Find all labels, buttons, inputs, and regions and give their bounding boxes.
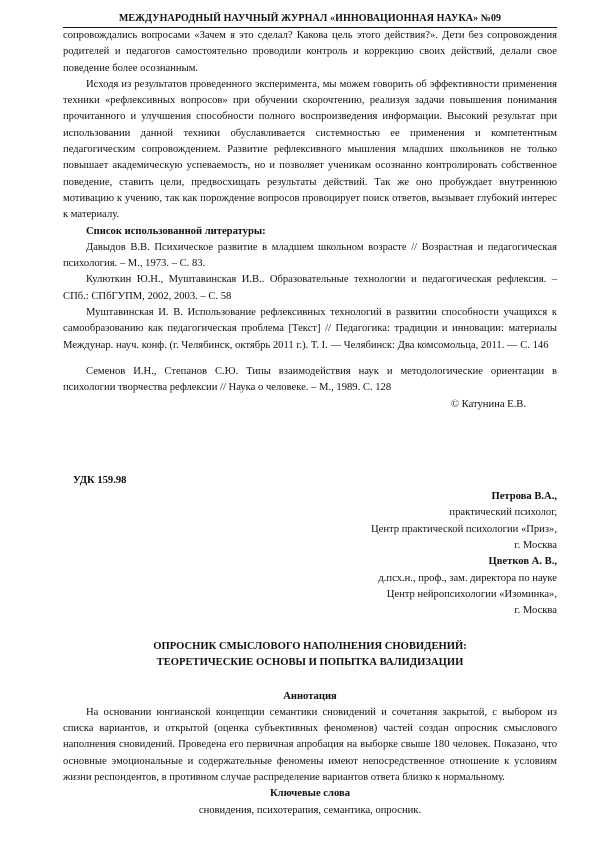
author-affiliation: Центр нейропсихологии «Изоминка», [386, 588, 557, 600]
body-paragraph: Исходя из результатов проведенного эксперимента, мы можем говорить об эффективности применения техники «рефлексивных вопросов» при обучении скорочтению, реализуя задачи повышения понимания прочитанного и улучшения способности полного воспроизведения информации. Высокий результат при использовании данной техники обуславливается системностью ее применения и компетентным педагогическим сопровождением. Развитие рефлексивного мышления младших школьников не только повышает академическую успеваемость, но и позволяет ученикам осознанно контролировать собственное поведение, ставить цели, предвосхищать результаты действий. Так же оно пробуждает внутреннюю мотивацию к учению, так как порождение вопросов провоцирует поиск ответов, вызывает глубокий интерес к материалу. [63, 78, 557, 221]
references-title: Список использованной литературы: [86, 225, 266, 237]
annotation-text: На основании юнгианской концепции семантики сновидений и сочетания закрытой, с выбором из списка вариантов, и открытой (оценка субъективных феноменов) частей создан опросник смыслового наполнения сновидений. Проведена его первичная апробация на выборке свыше 180 человек. Показано, что основные эмоциональные и содержательные феномены имеют непосредственное отношение к условиям жизни респондентов, в противном случае распределение вариантов ответа близко к нормальному. [63, 706, 557, 783]
keywords-heading: Ключевые слова [269, 788, 351, 800]
article-title-line: ОПРОСНИК СМЫСЛОВОГО НАПОЛНЕНИЯ СНОВИДЕНИЙ: [153, 640, 467, 652]
reference-item: Давыдов В.В. Психическое развитие в младшем школьном возрасте // Возрастная и педагогическая психология. – М., 1973. – С. 83. [63, 241, 557, 270]
author-city: г. Москва [514, 540, 557, 552]
author-position: д.псх.н., проф., зам. директора по науке [378, 572, 557, 584]
reference-item: Семенов И.Н., Степанов С.Ю. Типы взаимодействия наук и методологические ориентации в психологии творчества рефлексии // Наука о человеке. – М., 1989. С. 128 [63, 365, 557, 394]
author-name: Цветков А. В., [488, 556, 557, 568]
article-title [63, 639, 557, 671]
reference-item: Кулюткин Ю.Н., Муштавинская И.В.. Образовательные технологии и педагогическая рефлексия. – СПб.: СПбГУПМ, 2002, 2003. – С. 58 [63, 274, 557, 302]
author-name: Петрова В.А., [491, 491, 557, 503]
copyright-signature: © Катунина Е.В. [450, 398, 526, 410]
author-block [63, 489, 557, 619]
author-city: г. Москва [514, 605, 557, 617]
author-position: практический психолог, [449, 507, 557, 519]
journal-page [63, 12, 557, 819]
annotation-heading: Аннотация [283, 690, 337, 702]
keywords-text: сновидения, психотерапия, семантика, опросник. [198, 804, 422, 816]
author-affiliation: Центр практической психологии «Приз», [371, 523, 557, 535]
journal-header: МЕЖДУНАРОДНЫЙ НАУЧНЫЙ ЖУРНАЛ «ИННОВАЦИОННАЯ НАУКА» №09 [63, 12, 557, 28]
reference-item: Муштавинская И. В. Использование рефлексивных технологий в развитии способности учащихся к самообразованию как педагогическая проблема [Текст] // Педагогика: традиции и инновации: материалы Междунар. науч. конф. (г. Челябинск, октябрь 2011 г.). Т. I. — Челябинск: Два комсомольца, 2011. — С. 146 [63, 307, 557, 351]
udk-code: УДК 159.98 [73, 474, 127, 486]
article-title-line: ТЕОРЕТИЧЕСКИЕ ОСНОВЫ И ПОПЫТКА ВАЛИДИЗАЦИИ [156, 656, 464, 668]
body-paragraph: сопровождались вопросами «Зачем я это сделал? Какова цель этого действия?». Дети без сопровождения родителей и педагогов самостоятельно проводили контроль и коррекцию своих действий, делали свое поведение более осознанным. [63, 30, 557, 74]
